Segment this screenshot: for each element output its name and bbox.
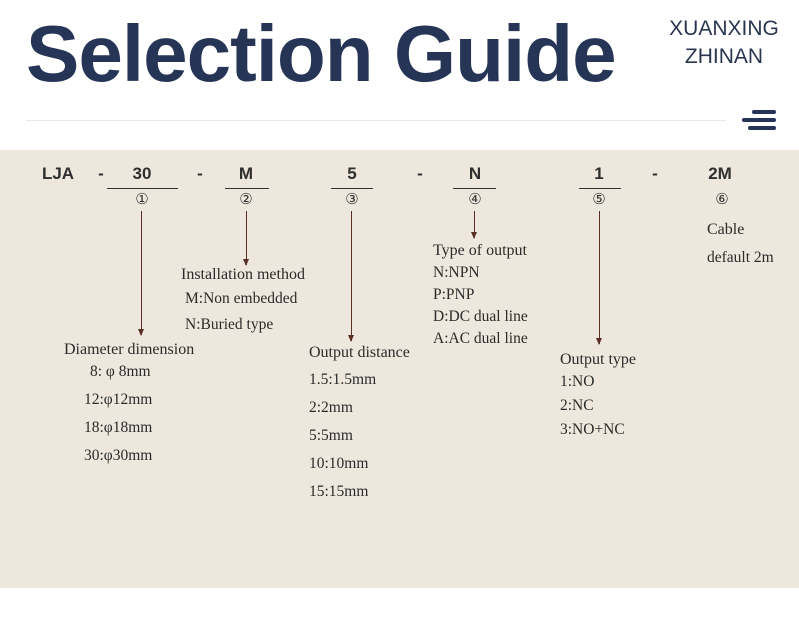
code-separator: - <box>98 164 104 183</box>
menu-icon[interactable] <box>742 108 776 132</box>
position-number: ① <box>135 190 149 208</box>
diameter-option: 12:φ12mm <box>84 391 153 408</box>
code-separator: - <box>417 164 423 183</box>
output-option: P:PNP <box>433 286 475 303</box>
brand-line-2: ZHINAN <box>684 45 764 68</box>
distance-heading: Output distance <box>309 344 410 361</box>
arrow-installation <box>246 211 247 265</box>
position-number: ⑤ <box>592 190 606 208</box>
installation-option: M:Non embedded <box>185 290 298 307</box>
output-option: D:DC dual line <box>433 308 528 325</box>
header-divider <box>26 120 726 121</box>
diameter-option: 8: φ 8mm <box>90 363 151 380</box>
code-part-installation: M <box>238 164 254 183</box>
distance-option: 10:10mm <box>309 455 369 472</box>
code-part-diameter: 30 <box>132 164 152 183</box>
code-underline <box>331 188 373 189</box>
diameter-group <box>64 341 194 465</box>
output-heading: Type of output <box>433 242 527 259</box>
distance-group <box>309 344 410 501</box>
code-underline <box>225 188 269 189</box>
arrow-output <box>474 211 475 238</box>
diameter-option: 18:φ18mm <box>84 419 153 436</box>
output-type-group <box>560 351 636 439</box>
code-part-output: N <box>468 164 482 183</box>
code-part-cable: 2M <box>708 164 732 183</box>
brand-line-1: XUANXING <box>669 17 779 40</box>
arrow-diameter <box>141 211 142 335</box>
cable-option: default 2m <box>707 249 774 266</box>
cable-heading: Cable <box>707 221 745 238</box>
installation-group <box>181 266 305 334</box>
arrow-output-type <box>599 211 600 344</box>
installation-heading: Installation method <box>181 266 305 283</box>
position-number: ② <box>239 190 253 208</box>
position-number: ④ <box>468 190 482 208</box>
code-separator: - <box>197 164 203 183</box>
diameter-option: 30:φ30mm <box>84 447 153 464</box>
code-underline <box>453 188 496 189</box>
output-group <box>433 242 528 348</box>
code-prefix: LJA <box>41 164 75 183</box>
brand-name <box>659 15 789 71</box>
code-underline <box>107 188 178 189</box>
output-option: A:AC dual line <box>433 330 528 347</box>
output-type-heading: Output type <box>560 351 636 368</box>
installation-option: N:Buried type <box>185 316 274 333</box>
output-type-option: 3:NO+NC <box>560 421 625 438</box>
output-option: N:NPN <box>433 264 480 281</box>
code-separator: - <box>652 164 658 183</box>
code-part-output-type: 1 <box>594 164 604 183</box>
code-part-distance: 5 <box>347 164 357 183</box>
position-number: ⑥ <box>715 190 729 208</box>
output-type-option: 1:NO <box>560 373 595 390</box>
distance-option: 2:2mm <box>309 399 353 416</box>
output-type-option: 2:NC <box>560 397 594 414</box>
page-title: Selection Guide <box>26 9 616 98</box>
distance-option: 5:5mm <box>309 427 353 444</box>
position-number: ③ <box>345 190 359 208</box>
cable-group <box>707 221 774 267</box>
distance-option: 15:15mm <box>309 483 369 500</box>
code-underline <box>579 188 621 189</box>
distance-option: 1.5:1.5mm <box>309 371 377 388</box>
arrow-distance <box>351 211 352 341</box>
diameter-heading: Diameter dimension <box>64 341 195 358</box>
